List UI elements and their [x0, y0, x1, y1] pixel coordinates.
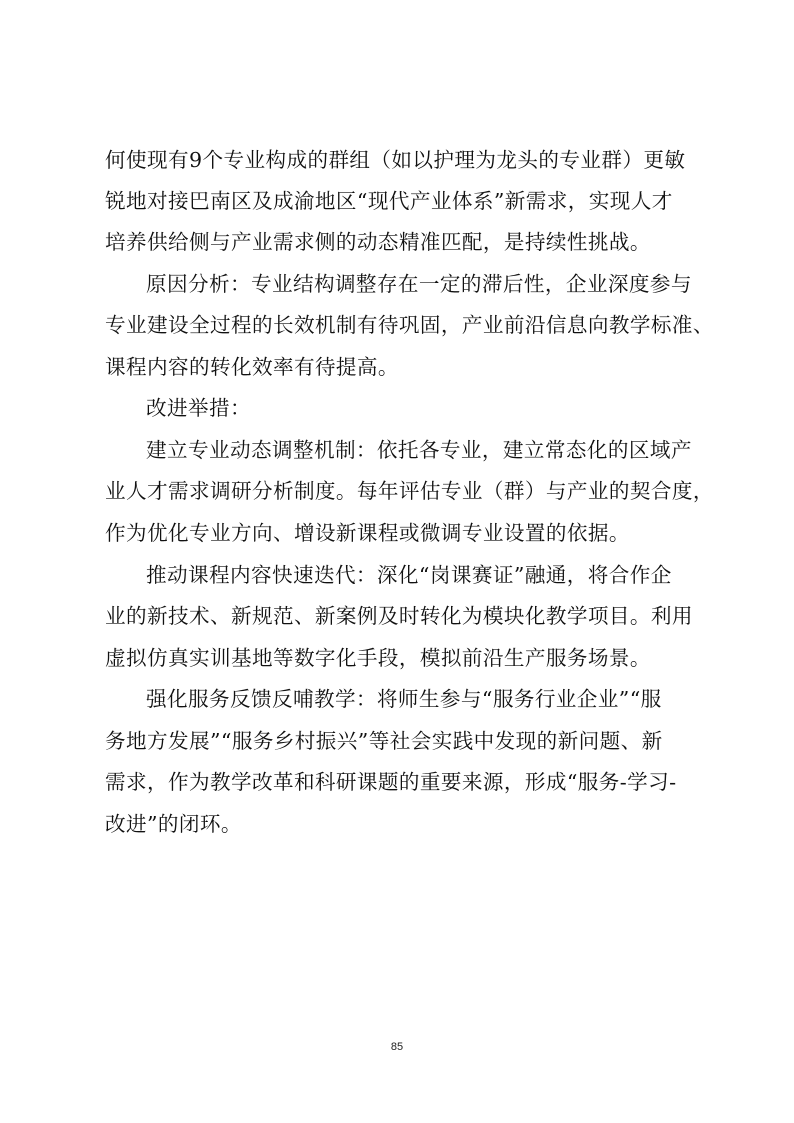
paragraph-start-line: 强化服务反馈反哺教学：将师生参与“服务行业企业”“服 [146, 687, 662, 711]
paragraph-start-line: 原因分析：专业结构调整存在一定的滞后性，企业深度参与 [146, 272, 692, 296]
section-heading: 改进举措： [146, 396, 251, 420]
page-number: 85 [390, 1041, 404, 1053]
text-line: 务地方发展”“服务乡村振兴”等社会实践中发现的新问题、新 [105, 729, 663, 753]
text-line: 作为优化专业方向、增设新课程或微调专业设置的依据。 [105, 521, 630, 545]
paragraph-start-line: 建立专业动态调整机制：依托各专业，建立常态化的区域产 [146, 438, 692, 462]
text-line: 业人才需求调研分析制度。每年评估专业（群）与产业的契合度， [105, 479, 714, 503]
text-line: 专业建设全过程的长效机制有待巩固，产业前沿信息向教学标准、 [105, 313, 714, 337]
text-line: 改进”的闭环。 [105, 812, 242, 836]
paragraph-start-line: 推动课程内容快速迭代：深化“岗课赛证”融通，将合作企 [146, 563, 672, 587]
text-line: 课程内容的转化效率有待提高。 [105, 355, 399, 379]
text-line: 何使现有9个专业构成的群组（如以护理为龙头的专业群）更敏 [105, 148, 686, 172]
text-line: 培养供给侧与产业需求侧的动态精准匹配，是持续性挑战。 [105, 230, 651, 254]
text-line: 业的新技术、新规范、新案例及时转化为模块化教学项目。利用 [105, 604, 693, 628]
text-line: 需求，作为教学改革和科研课题的重要来源，形成“服务-学习- [105, 770, 677, 794]
text-line: 虚拟仿真实训基地等数字化手段，模拟前沿生产服务场景。 [105, 646, 651, 670]
text-line: 锐地对接巴南区及成渝地区“现代产业体系”新需求，实现人才 [105, 189, 673, 213]
